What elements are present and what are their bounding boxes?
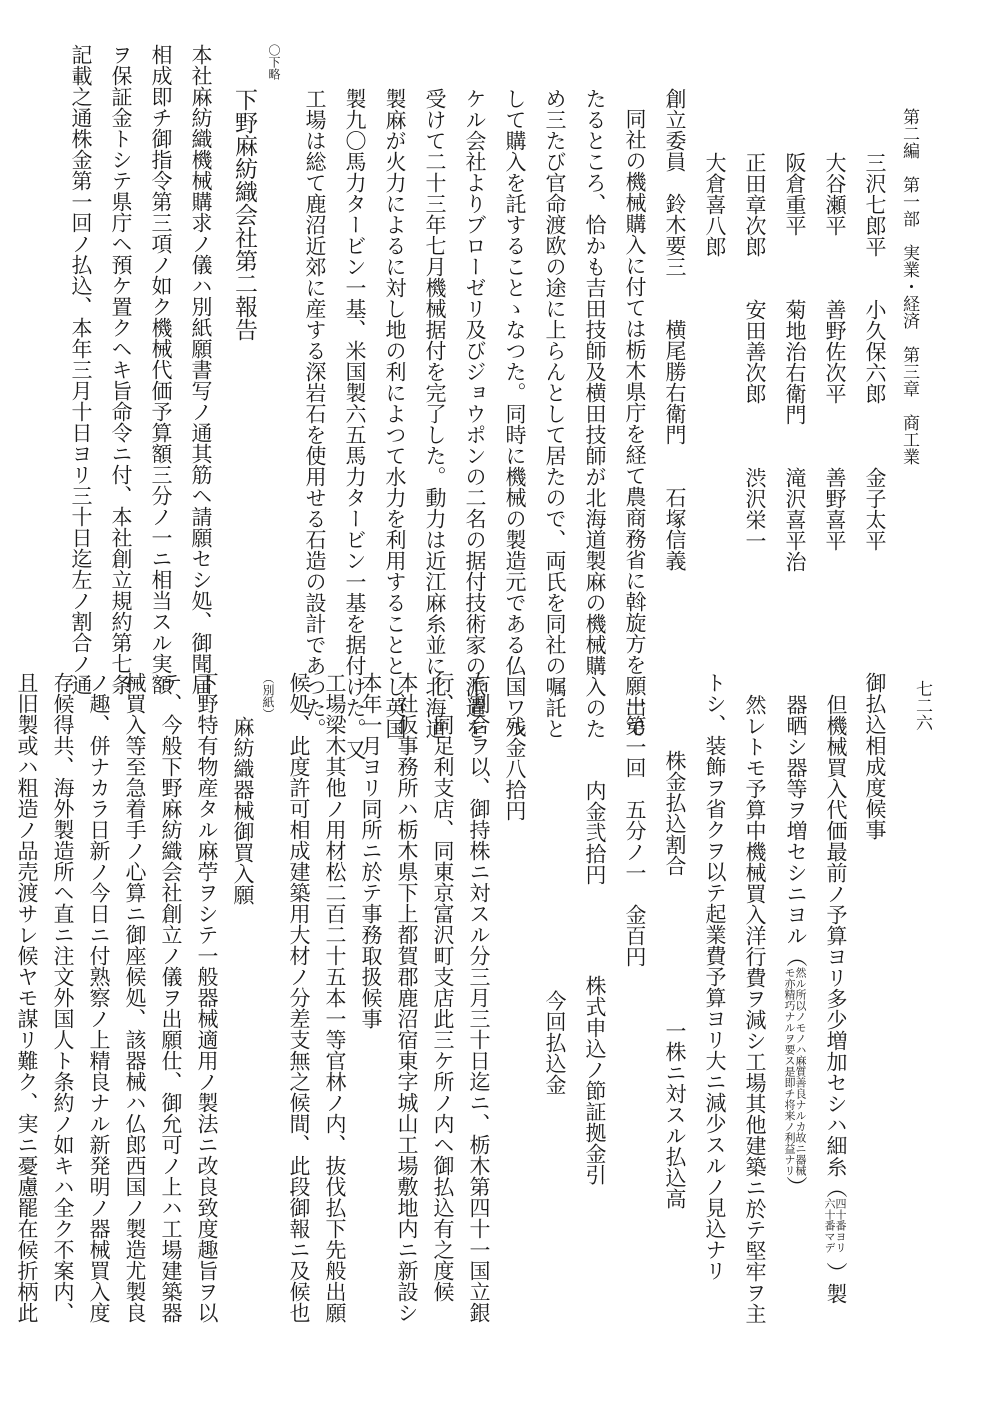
member-row: 三沢七郎平 小久保六郎 金子太平 <box>863 152 887 551</box>
paragraph-line: たるところ、恰かも吉田技師及横田技師が北海道製麻の機械購入のた <box>583 88 607 739</box>
member-row: 大谷瀬平 善野佐次平 善野喜平 <box>823 152 847 551</box>
proviso-line: 然レトモ予算中機械買入洋行費ヲ減シ工場其他建築ニ於テ堅牢ヲ主 <box>743 694 767 1324</box>
petition-line: 存候得共、海外製造所ヘ直ニ注文外国人ト条約ノ如キハ全ク不案内、 <box>51 672 75 1323</box>
report-line: 記載之通株金第一回ノ払込、本年三月十日ヨリ三十日迄左ノ割合ノ通 <box>69 44 93 695</box>
proviso-text: 器晒シ器等ヲ増セシニヨル <box>784 694 808 946</box>
committee-row: 創立委員 鈴木要三 横尾勝右衛門 石塚信義 <box>663 88 687 571</box>
note-open-paren: （ <box>784 946 808 967</box>
paragraph-line: ケル会社よりブローゼリ及びジョウポンの二名の据付技術家の派遣を <box>463 88 487 739</box>
inline-note-line: 六十番マデ <box>823 1198 836 1253</box>
paragraph-line: して購入を託することゝなつた。同時に機械の製造元である仏国ワル <box>503 88 527 739</box>
notice-line: 右割合ヲ以、御持株ニ対スル分三月三十日迄ニ、栃木第四十一国立銀 <box>467 672 491 1323</box>
petition-line: 下野特有物産タル麻苧ヲシテ一般器械適用ノ製法ニ改良致度趣旨ヲ以 <box>195 672 219 1323</box>
petition-line: ノ趣、併ナカラ日新ノ今日ニ付熟察ノ上精良ナル新発明ノ器械買入度 <box>87 672 111 1323</box>
notice-line: 行、同足利支店、同東京富沢町支店此三ケ所ノ内ヘ御払込有之度候 <box>431 672 455 1302</box>
table-header-ratio: 株金払込割合 <box>663 750 687 876</box>
inline-note-line: モ亦精巧ナルヲ要ス是即チ将来ノ利益ナリ <box>783 967 796 1176</box>
proviso-text: 製 <box>824 1283 848 1304</box>
inline-note <box>824 1198 846 1262</box>
report-line: ヲ保証金トシテ県庁ヘ預ケ置クヘキ旨命令ニ付、本社創立規約第七条 <box>109 44 133 695</box>
report-line: 本社麻紡織機械購求ノ儀ハ別紙願書写ノ通其筋ヘ請願セシ処、御聞届 <box>189 44 213 695</box>
report-line: 相成即チ御指令第三項ノ如ク機械代価予算額三分ノ一ニ相当スル実額 <box>149 44 173 695</box>
member-row: 大倉喜八郎 <box>703 152 727 257</box>
paragraph-line: 受けて二十三年七月機械据付を完了した。動力は近江麻糸並に北海道 <box>423 88 447 739</box>
member-row: 阪倉重平 菊地治右衛門 滝沢喜平治 <box>783 152 807 572</box>
inline-note-line: 四十番ヨリ <box>834 1198 847 1253</box>
petition-line: 且旧製或ハ粗造ノ品売渡サレ候ヤモ謀リ難ク、実ニ憂慮罷在候折柄此 <box>15 672 39 1323</box>
paragraph-line: 工場は総て鹿沼近郊に産する深岩石を使用せる石造の設計であつた。 <box>303 88 327 739</box>
member-row: 正田章次郎 安田善次郎 渋沢栄一 <box>743 152 767 551</box>
table-inner-amount: 内金弐拾円 <box>583 780 607 885</box>
paragraph-line: 製麻が火力によるに対し地の利によつて水力を利用することとし英国 <box>383 88 407 739</box>
table-header-amount: 一株ニ対スル払込高 <box>663 1020 687 1209</box>
table-current-payment: 今回払込金 <box>543 990 567 1095</box>
proviso-line <box>824 694 846 1304</box>
table-first-installment: 一第一回 五分ノ一 金百円 <box>623 694 647 967</box>
proviso-text: 但機械買入代価最前ノ予算ヨリ多少増加セシハ細糸 <box>824 694 848 1177</box>
note-open-paren: （ <box>824 1177 848 1198</box>
notice-line: 工場梁木其他ノ用材松二百二十五本一等官林ノ内、抜伐払下先般出願 <box>323 672 347 1323</box>
notice-line: 候処、此度許可相成建築用大材ノ分差支無之候間、此段御報ニ及候也 <box>287 672 311 1323</box>
notice-line: 本年一月ヨリ同所ニ於テ事務取扱候事 <box>359 672 383 1029</box>
notice-line: 本社仮事務所ハ栃木県下上都賀郡鹿沼宿東字城山工場敷地内ニ新設シ <box>395 672 419 1323</box>
table-certificate-note: 株式申込ノ節証拠金引 <box>583 975 607 1185</box>
table-remaining: 残金八拾円 <box>503 716 527 821</box>
inline-note-line: 然ル所以ノモノハ麻質善良ナルカ故ニ器械 <box>794 967 807 1176</box>
paragraph-line: 製九〇馬力タービン一基、米国製六五馬力タービン一基を据付けた。又 <box>343 88 367 760</box>
note-close-paren: ） <box>784 1176 808 1197</box>
petition-line: テ、今般下野麻紡織会社創立ノ儀ヲ出願仕、御允可ノ上ハ工場建築器 <box>159 672 183 1323</box>
report-continuation: 御払込相成度候事 <box>863 672 887 840</box>
petition-line: 械買入等至急着手ノ心算ニ御座候処、該器械ハ仏郎西国ノ製造尤製良 <box>123 672 147 1323</box>
page-number: 七二六 <box>912 680 932 731</box>
proviso-line: トシ、装飾ヲ省クヲ以テ起業費予算ヨリ大ニ減少スルノ見込ナリ <box>703 672 727 1281</box>
note-close-paren: ） <box>824 1262 848 1283</box>
appendix-mark: （別紙） <box>261 672 275 720</box>
proviso-line <box>784 694 806 1197</box>
petition-title: 麻紡織器械御買入願 <box>231 716 255 905</box>
inline-note <box>784 967 806 1176</box>
report-title: 下野麻紡織会社第二報告 <box>231 88 257 341</box>
paragraph-line: め三たび官命渡欧の途に上らんとして居たので、両氏を同社の嘱託と <box>543 88 567 739</box>
paragraph-line: 同社の機械購入に付ては栃木県庁を経て農商務省に斡旋方を願出で <box>623 108 647 738</box>
omission-mark: 〇下略 <box>267 44 281 80</box>
running-head: 第二編 第一部 実業・経済 第三章 商工業 <box>899 108 919 465</box>
